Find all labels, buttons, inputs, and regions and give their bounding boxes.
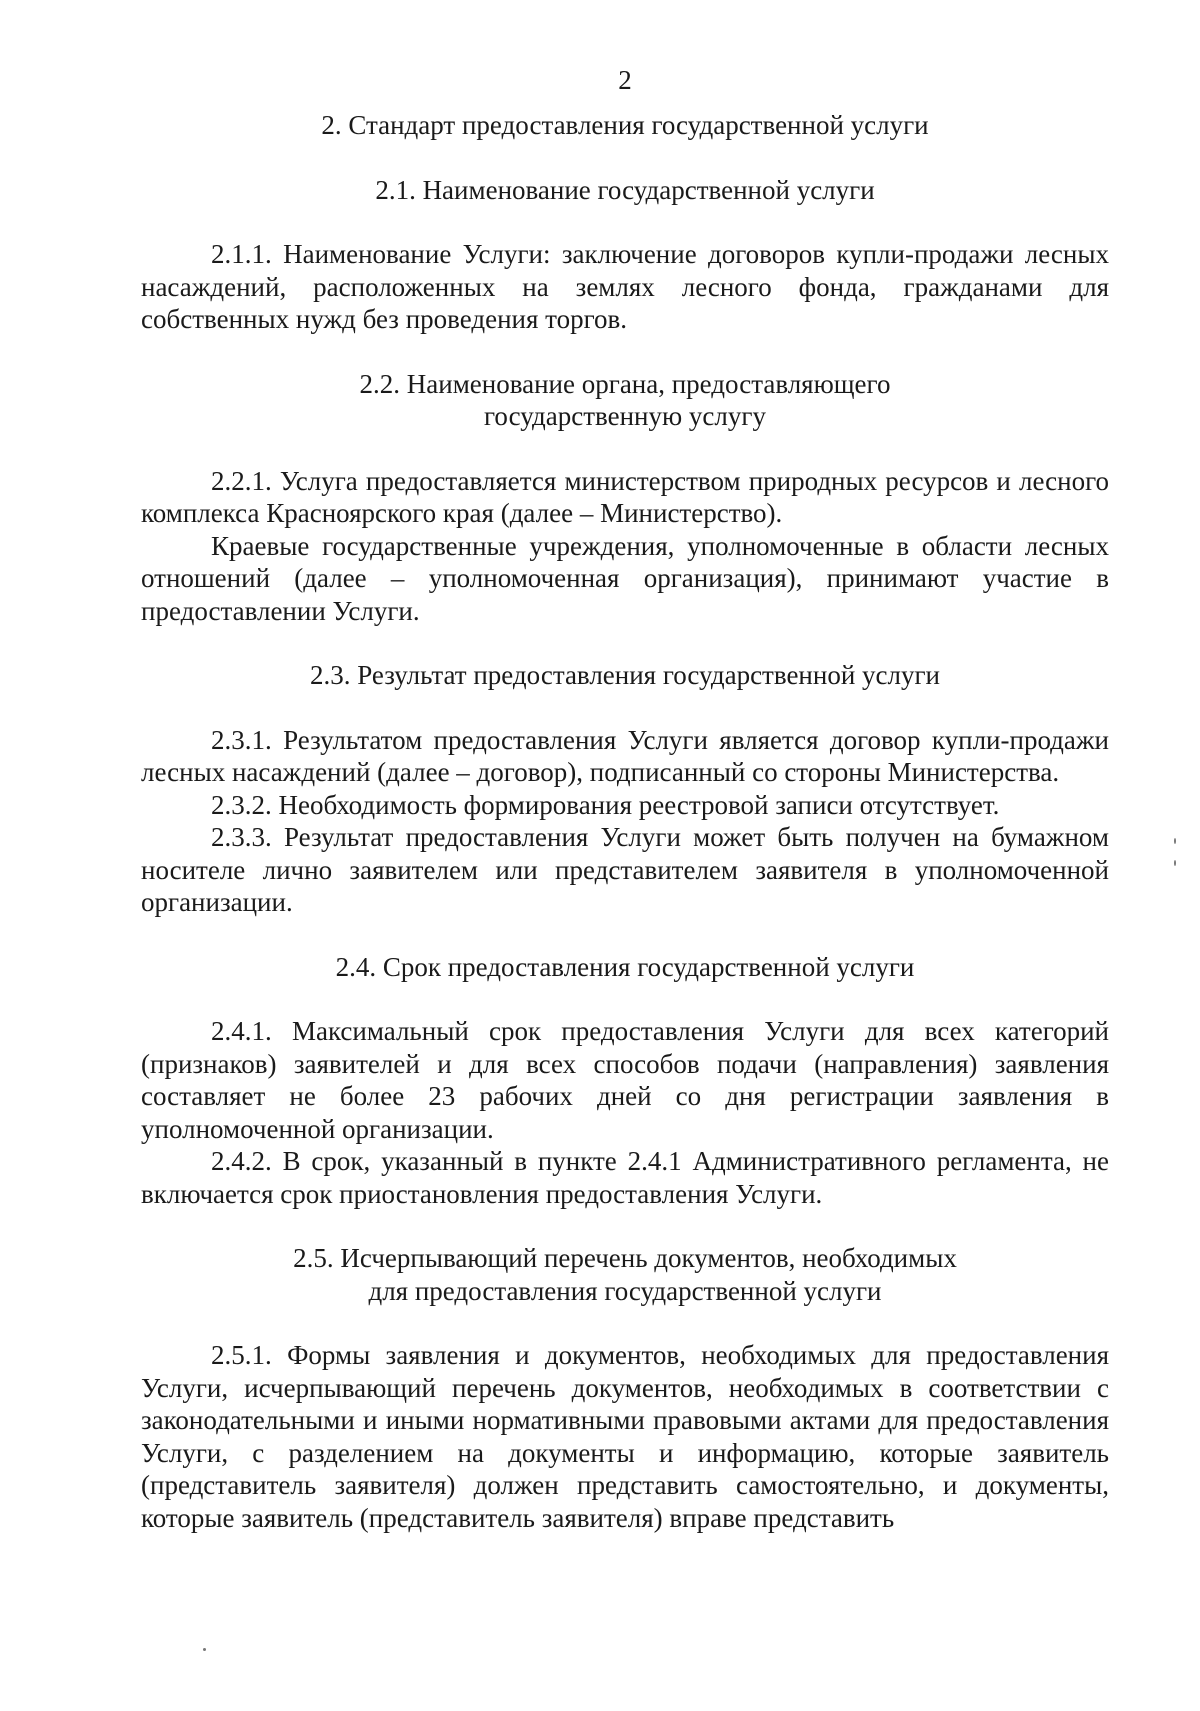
paragraph: 2.2.1. Услуга предоставляется министерством природных ресурсов и лесного комплекса Красноярского края (далее – Министерство). xyxy=(141,465,1109,528)
scan-speck xyxy=(203,1648,206,1651)
heading-line: 2. Стандарт предоставления государственной услуги xyxy=(321,110,929,140)
scan-speck xyxy=(1174,860,1176,866)
paragraph: 2.3.3. Результат предоставления Услуги может быть получен на бумажном носителе лично заявителем или представителем заявителя в уполномоченной организации. xyxy=(141,822,1109,917)
heading-line: 2.2. Наименование органа, предоставляющего xyxy=(359,368,891,399)
page-number: 2 xyxy=(618,65,632,95)
heading-line: государственную услугу xyxy=(484,401,766,431)
paragraph: 2.4.2. В срок, указанный в пункте 2.4.1 Административного регламента, не включается срок приостановления предоставления Услуги. xyxy=(141,1146,1109,1209)
scan-speck xyxy=(1174,838,1176,844)
paragraph: 2.1.1. Наименование Услуги: заключение договоров купли-продажи лесных насаждений, расположенных на землях лесного фонда, гражданами для собственных нужд без проведения торгов. xyxy=(141,239,1109,334)
heading-line: 2.1. Наименование государственной услуги xyxy=(375,174,875,205)
document-body xyxy=(141,109,1109,1534)
heading-line: 2.5. Исчерпывающий перечень документов, необходимых xyxy=(293,1243,957,1273)
section-heading xyxy=(141,951,1109,984)
document-page xyxy=(141,0,1109,1711)
paragraph: 2.5.1. Формы заявления и документов, необходимых для предоставления Услуги, исчерпывающий перечень документов, необходимых в соответствии с законодательными и иными нормативными правовыми актами для предоставления Услуги, с разделением на документы и информацию, которые заявитель (представитель заявителя) должен представить самостоятельно, и документы, которые заявитель (представитель заявителя) вправе представить xyxy=(141,1340,1109,1533)
paragraph: 2.3.2. Необходимость формирования реестровой записи отсутствует. xyxy=(211,789,1000,820)
heading-line: для предоставления государственной услуги xyxy=(368,1275,882,1306)
section-heading xyxy=(141,368,1109,433)
section-heading xyxy=(141,174,1109,207)
section-heading xyxy=(141,659,1109,692)
paragraph: 2.4.1. Максимальный срок предоставления Услуги для всех категорий (признаков) заявителей и для всех способов подачи (направления) заявления составляет не более 23 рабочих дней со дня регистрации заявления в уполномоченной организации. xyxy=(141,1016,1109,1144)
paragraph: Краевые государственные учреждения, уполномоченные в области лесных отношений (далее – уполномоченная организация), принимают участие в предоставлении Услуги. xyxy=(141,530,1109,626)
heading-line: 2.4. Срок предоставления государственной услуги xyxy=(335,951,915,982)
heading-line: 2.3. Результат предоставления государственной услуги xyxy=(309,660,941,690)
paragraph: 2.3.1. Результатом предоставления Услуги является договор купли-продажи лесных насаждений (далее – договор), подписанный со стороны Министерства. xyxy=(141,724,1109,787)
section-heading xyxy=(141,109,1109,142)
section-heading xyxy=(141,1242,1109,1307)
